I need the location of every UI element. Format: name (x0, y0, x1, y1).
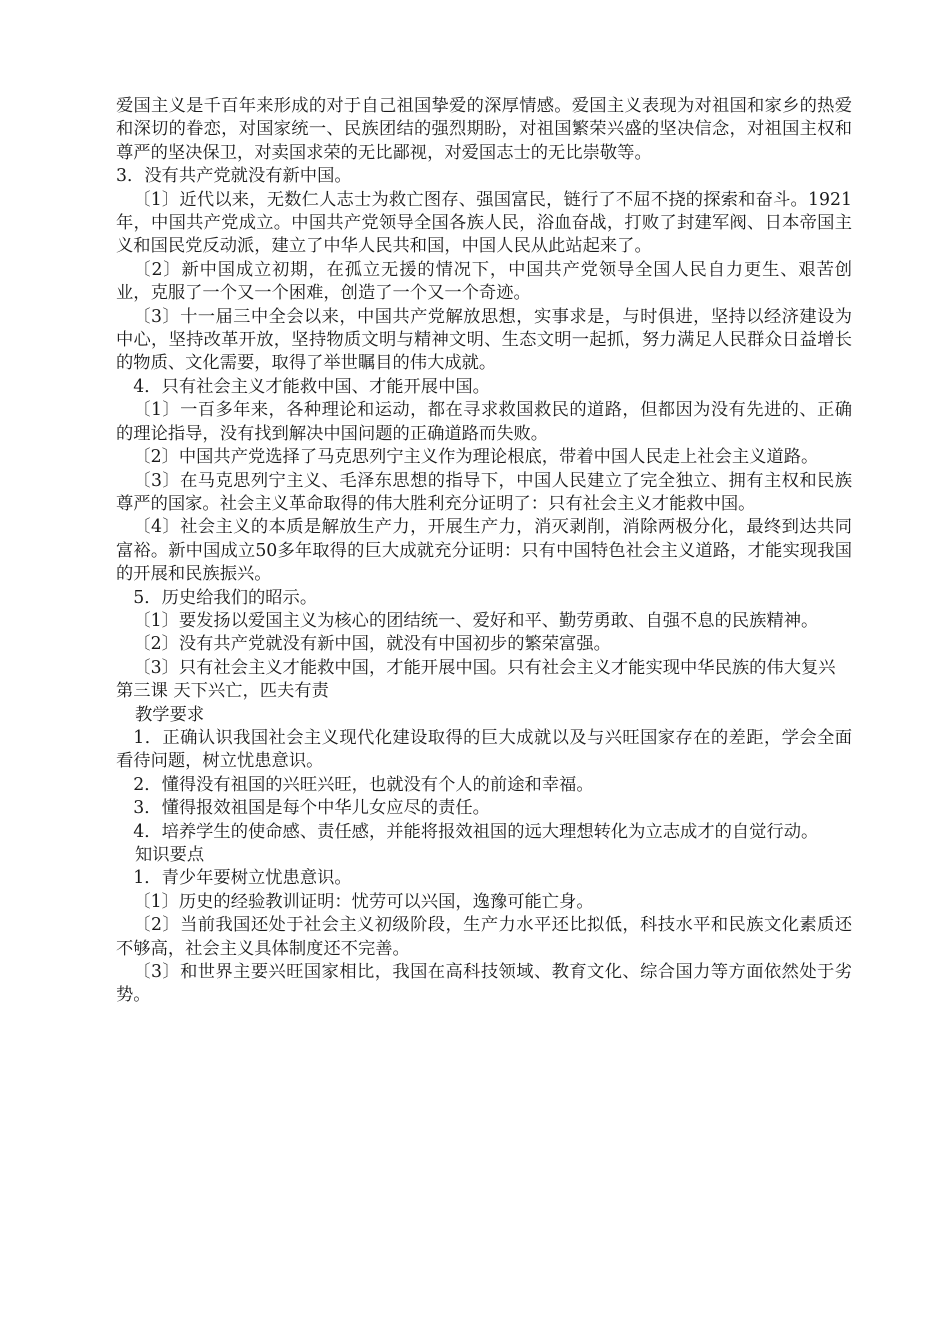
lesson-title: 第三课 天下兴亡，匹夫有责 (116, 681, 329, 702)
paragraph: 〔1〕近代以来，无数仁人志士为救亡图存、强国富民，链行了不屈不挠的探索和奋斗。1921年，中国共产党成立。中国共产党领导全国各族人民，浴血奋战，打败了封建军阀、日本帝国主义和国民党反动派，建立了中华人民共和国，中国人民从此站起来了。 (116, 189, 852, 257)
paragraph: 〔1〕历史的经验教训证明：忧劳可以兴国，逸豫可能亡身。 (133, 891, 594, 912)
paragraph: 〔3〕和世界主要兴旺国家相比，我国在高科技领域、教育文化、综合国力等方面依然处于劣势。 (116, 962, 852, 1006)
paragraph: 〔4〕社会主义的本质是解放生产力，开展生产力，消灭剥削，消除两极分化，最终到达共同富裕。新中国成立50多年取得的巨大成就充分证明：只有中国特色社会主义道路，才能实现我国的开展和民族振兴。 (116, 517, 852, 585)
document-page (116, 95, 852, 1008)
section-heading: 1．青少年要树立忧患意识。 (133, 868, 352, 889)
paragraph: 〔3〕十一届三中全会以来，中国共产党解放思想，实事求是，与时俱进，坚持以经济建设为中心，坚持改革开放，坚持物质文明与精神文明、生态文明一起抓，努力满足人民群众日益增长的物质、文化需要，取得了举世瞩目的伟大成就。 (116, 306, 852, 374)
paragraph: 〔3〕只有社会主义才能救中国，才能开展中国。只有社会主义才能实现中华民族的伟大复兴 (133, 657, 836, 678)
subsection-heading: 教学要求 (135, 704, 205, 725)
paragraph: 〔2〕中国共产党选择了马克思列宁主义作为理论根底，带着中国人民走上社会主义道路。 (133, 447, 819, 468)
section-heading: 5．历史给我们的昭示。 (133, 587, 318, 608)
subsection-heading: 知识要点 (135, 845, 205, 865)
paragraph: 〔2〕没有共产党就没有新中国，就没有中国初步的繁荣富强。 (133, 634, 611, 655)
paragraph: 〔2〕当前我国还处于社会主义初级阶段，生产力水平还比拟低，科技水平和民族文化素质还不够高，社会主义具体制度还不完善。 (116, 915, 852, 959)
section-heading: 3．没有共产党就没有新中国。 (116, 166, 352, 187)
paragraph: 〔3〕在马克思列宁主义、毛泽东思想的指导下，中国人民建立了完全独立、拥有主权和民族尊严的国家。社会主义革命取得的伟大胜利充分证明了：只有社会主义才能救中国。 (116, 470, 852, 514)
section-heading: 4．只有社会主义才能救中国、才能开展中国。 (133, 376, 490, 397)
list-item: 3．懂得报效祖国是每个中华儿女应尽的责任。 (133, 798, 490, 819)
paragraph: 〔1〕一百多年来，各种理论和运动，都在寻求救国救民的道路，但都因为没有先进的、正确的理论指导，没有找到解决中国问题的正确道路而失败。 (116, 400, 852, 444)
paragraph: 〔1〕要发扬以爱国主义为核心的团结统一、爱好和平、勤劳勇敢、自强不息的民族精神。 (133, 610, 819, 631)
list-item: 2．懂得没有祖国的兴旺兴旺，也就没有个人的前途和幸福。 (133, 774, 594, 795)
list-item: 1．正确认识我国社会主义现代化建设取得的巨大成就以及与兴旺国家存在的差距，学会全面看待问题，树立忧患意识。 (116, 727, 852, 772)
paragraph: 爱国主义是千百年来形成的对于自己祖国挚爱的深厚情感。爱国主义表现为对祖国和家乡的热爱和深切的眷恋，对国家统一、民族团结的强烈期盼，对祖国繁荣兴盛的坚决信念，对祖国主权和尊严的坚决保卫，对卖国求荣的无比鄙视，对爱国志士的无比崇敬等。 (116, 96, 852, 163)
paragraph: 〔2〕新中国成立初期，在孤立无援的情况下，中国共产党领导全国人民自力更生、艰苦创业，克服了一个又一个困难，创造了一个又一个奇迹。 (116, 259, 852, 304)
list-item: 4．培养学生的使命感、责任感，并能将报效祖国的远大理想转化为立志成才的自觉行动。 (133, 821, 819, 842)
